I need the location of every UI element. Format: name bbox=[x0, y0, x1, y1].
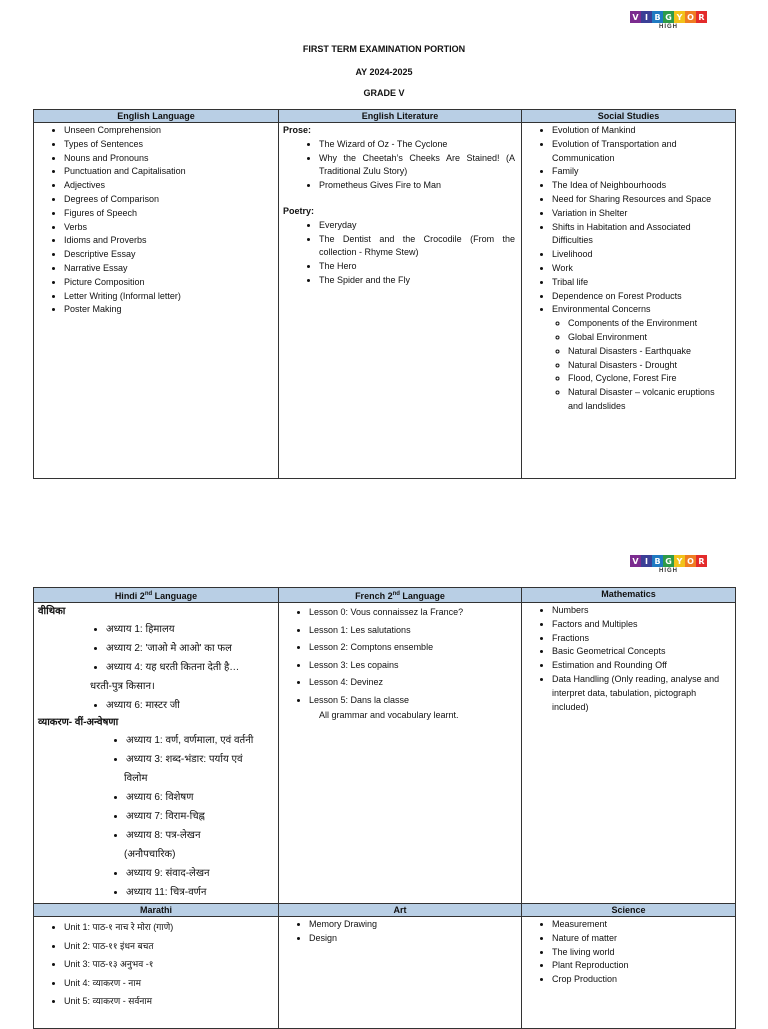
social-studies-item: • Need for Sharing Resources and Space bbox=[552, 193, 731, 207]
header-mathematics: Mathematics bbox=[522, 588, 736, 603]
header-english-language: English Language bbox=[34, 110, 279, 123]
header-hindi: Hindi 2nd Language bbox=[34, 588, 279, 603]
art-list bbox=[283, 918, 517, 946]
hindi-list-3 bbox=[38, 788, 274, 845]
english-language-item: • Unseen Comprehension bbox=[64, 124, 274, 138]
hindi-item: • अध्याय 1: वर्ण, वर्णमाला, एवं वर्तनी bbox=[126, 731, 274, 750]
hindi-list-4 bbox=[38, 864, 274, 902]
social-studies-list bbox=[526, 124, 731, 317]
english-language-item: • Letter Writing (Informal letter) bbox=[64, 290, 274, 304]
grade: GRADE V bbox=[363, 88, 405, 98]
english-language-item: • Descriptive Essay bbox=[64, 248, 274, 262]
science-item: • Plant Reproduction bbox=[552, 959, 731, 973]
vibgyor-logo bbox=[630, 11, 707, 30]
mathematics-list bbox=[526, 604, 731, 714]
science-item: • Crop Production bbox=[552, 973, 731, 987]
marathi-list bbox=[38, 918, 274, 1011]
english-language-item: • Verbs bbox=[64, 221, 274, 235]
social-studies-item: • Tribal life bbox=[552, 276, 731, 290]
hindi-continuation-3: (अनौपचारिक) bbox=[124, 849, 176, 860]
hindi-item: • अध्याय 4: यह धरती कितना देती है… bbox=[106, 658, 274, 677]
environment-subitem: ◦ Flood, Cyclone, Forest Fire bbox=[568, 372, 731, 386]
french-item: • Lesson 5: Dans la classe bbox=[309, 692, 517, 710]
logo-letter: V bbox=[630, 555, 641, 567]
logo-letter: R bbox=[696, 555, 707, 567]
marathi-cell bbox=[34, 917, 279, 1029]
logo-letter: Y bbox=[674, 11, 685, 23]
social-studies-item: • Livelihood bbox=[552, 248, 731, 262]
social-studies-item: • Work bbox=[552, 262, 731, 276]
poetry-item: • The Hero bbox=[319, 260, 515, 274]
science-item: • Measurement bbox=[552, 918, 731, 932]
header-social-studies: Social Studies bbox=[522, 110, 736, 123]
marathi-item: • Unit 4: व्याकरण - नाम bbox=[64, 974, 274, 993]
header-french: French 2nd Language bbox=[279, 588, 522, 603]
environment-subitem: ◦ Components of the Environment bbox=[568, 317, 731, 331]
poetry-label: Poetry: bbox=[283, 205, 315, 216]
english-language-item: • Idioms and Proverbs bbox=[64, 234, 274, 248]
science-item: • The living world bbox=[552, 946, 731, 960]
hindi-section-2: व्याकरण- वीं-अन्वेषणा bbox=[38, 717, 119, 728]
science-list bbox=[526, 918, 731, 987]
marathi-item: • Unit 1: पाठ-१ नाच रे मोरा (गाणे) bbox=[64, 918, 274, 937]
environment-subitem: ◦ Natural Disasters - Drought bbox=[568, 359, 731, 373]
hindi-continuation-1: धरती-पुत्र किसान। bbox=[90, 681, 155, 692]
prose-item: • Why the Cheetah’s Cheeks Are Stained! (A Traditional Zulu Story) bbox=[319, 152, 515, 180]
mathematics-item: • Numbers bbox=[552, 604, 731, 618]
french-item: • Lesson 2: Comptons ensemble bbox=[309, 639, 517, 657]
logo-letter: R bbox=[696, 11, 707, 23]
hindi-section-1: वीथिका bbox=[38, 606, 66, 617]
french-item: • Lesson 1: Les salutations bbox=[309, 622, 517, 640]
header-marathi: Marathi bbox=[34, 904, 279, 917]
french-cell bbox=[279, 603, 522, 904]
environment-subitem: ◦ Natural Disasters - Earthquake bbox=[568, 345, 731, 359]
logo-letter: B bbox=[652, 11, 663, 23]
logo-letter: G bbox=[663, 11, 674, 23]
hindi-list-2 bbox=[38, 731, 274, 769]
logo-letter: B bbox=[652, 555, 663, 567]
mathematics-item: • Fractions bbox=[552, 632, 731, 646]
mathematics-cell bbox=[522, 603, 736, 904]
marathi-item: • Unit 3: पाठ-१३ अनुभव -१ bbox=[64, 955, 274, 974]
prose-item: • Prometheus Gives Fire to Man bbox=[319, 179, 515, 193]
hindi-item: • अध्याय 1: हिमालय bbox=[106, 620, 274, 639]
environment-subitem: ◦ Natural Disaster – volcanic eruptions and landslides bbox=[568, 386, 731, 414]
english-language-item: • Picture Composition bbox=[64, 276, 274, 290]
social-studies-item: • Dependence on Forest Products bbox=[552, 290, 731, 304]
hindi-item: • अध्याय 9: संवाद-लेखन bbox=[126, 864, 274, 883]
logo-sub-2: HIGH bbox=[659, 568, 678, 574]
art-cell bbox=[279, 917, 522, 1029]
english-language-item: • Poster Making bbox=[64, 303, 274, 317]
logo-letter: Y bbox=[674, 555, 685, 567]
french-item: • Lesson 4: Devinez bbox=[309, 674, 517, 692]
english-language-cell bbox=[34, 123, 279, 479]
logo-letter: I bbox=[641, 11, 652, 23]
mathematics-item: • Estimation and Rounding Off bbox=[552, 659, 731, 673]
hindi-cell bbox=[34, 603, 279, 904]
mathematics-item: • Basic Geometrical Concepts bbox=[552, 645, 731, 659]
social-studies-item: • Variation in Shelter bbox=[552, 207, 731, 221]
logo-letter: V bbox=[630, 11, 641, 23]
social-studies-item: • Evolution of Mankind bbox=[552, 124, 731, 138]
marathi-item: • Unit 2: पाठ-११ इंधन बचत bbox=[64, 937, 274, 956]
english-language-item: • Nouns and Pronouns bbox=[64, 152, 274, 166]
social-studies-item: • Family bbox=[552, 165, 731, 179]
english-language-item: • Degrees of Comparison bbox=[64, 193, 274, 207]
french-list bbox=[283, 604, 517, 709]
social-studies-cell bbox=[522, 123, 736, 479]
hindi-list-1b bbox=[38, 696, 274, 715]
prose-label: Prose: bbox=[283, 125, 312, 135]
english-language-list bbox=[38, 124, 274, 317]
poetry-item: • Everyday bbox=[319, 219, 515, 233]
hindi-item: • अध्याय 7: विराम-चिह्न bbox=[126, 807, 274, 826]
logo-letter: O bbox=[685, 11, 696, 23]
logo-sub: HIGH bbox=[659, 24, 678, 30]
english-language-item: • Adjectives bbox=[64, 179, 274, 193]
hindi-item: • अध्याय 8: पत्र-लेखन bbox=[126, 826, 274, 845]
poetry-item: • The Dentist and the Crocodile (From the collection - Rhyme Stew) bbox=[319, 233, 515, 261]
portion-table-2 bbox=[33, 587, 736, 1029]
english-language-item: • Types of Sentences bbox=[64, 138, 274, 152]
english-language-item: • Figures of Speech bbox=[64, 207, 274, 221]
french-note: All grammar and vocabulary learnt. bbox=[319, 710, 459, 720]
poetry-item: • The Spider and the Fly bbox=[319, 274, 515, 288]
header-english-literature: English Literature bbox=[279, 110, 522, 123]
page-title: FIRST TERM EXAMINATION PORTION bbox=[302, 44, 466, 54]
hindi-list-1 bbox=[38, 620, 274, 677]
french-item: • Lesson 0: Vous connaissez la France? bbox=[309, 604, 517, 622]
logo-letter: G bbox=[663, 555, 674, 567]
hindi-item: • अध्याय 6: विशेषण bbox=[126, 788, 274, 807]
environment-subitem: ◦ Global Environment bbox=[568, 331, 731, 345]
art-item: • Design bbox=[309, 932, 517, 946]
art-item: • Memory Drawing bbox=[309, 918, 517, 932]
mathematics-item: • Factors and Multiples bbox=[552, 618, 731, 632]
social-studies-item: • Evolution of Transportation and Communication bbox=[552, 138, 731, 166]
logo-letters-2 bbox=[630, 555, 707, 567]
academic-year: AY 2024-2025 bbox=[355, 67, 413, 77]
hindi-item: • अध्याय 11: चित्र-वर्णन bbox=[126, 883, 274, 902]
header-science: Science bbox=[522, 904, 736, 917]
prose-item: • The Wizard of Oz - The Cyclone bbox=[319, 138, 515, 152]
english-language-item: • Punctuation and Capitalisation bbox=[64, 165, 274, 179]
english-literature-cell bbox=[279, 123, 522, 479]
social-studies-item: • The Idea of Neighbourhoods bbox=[552, 179, 731, 193]
mathematics-item: • Data Handling (Only reading, analyse and interpret data, tabulation, pictograph included) bbox=[552, 673, 731, 714]
vibgyor-logo-2 bbox=[630, 555, 707, 574]
logo-letters bbox=[630, 11, 707, 23]
portion-table-1 bbox=[33, 109, 736, 479]
english-language-item: • Narrative Essay bbox=[64, 262, 274, 276]
environment-sublist bbox=[526, 317, 731, 414]
social-studies-item: • Shifts in Habitation and Associated Difficulties bbox=[552, 221, 731, 249]
hindi-continuation-2: विलोम bbox=[124, 773, 148, 784]
logo-letter: I bbox=[641, 555, 652, 567]
logo-letter: O bbox=[685, 555, 696, 567]
hindi-item: • अध्याय 3: शब्द-भंडार: पर्याय एवं bbox=[126, 750, 274, 769]
header-art: Art bbox=[279, 904, 522, 917]
marathi-item: • Unit 5: व्याकरण - सर्वनाम bbox=[64, 992, 274, 1011]
social-studies-item: • Environmental Concerns bbox=[552, 303, 731, 317]
hindi-item: • अध्याय 6: मास्टर जी bbox=[106, 696, 274, 715]
hindi-item: • अध्याय 2: 'जाओ मेे आओ' का फल bbox=[106, 639, 274, 658]
science-item: • Nature of matter bbox=[552, 932, 731, 946]
science-cell bbox=[522, 917, 736, 1029]
french-item: • Lesson 3: Les copains bbox=[309, 657, 517, 675]
